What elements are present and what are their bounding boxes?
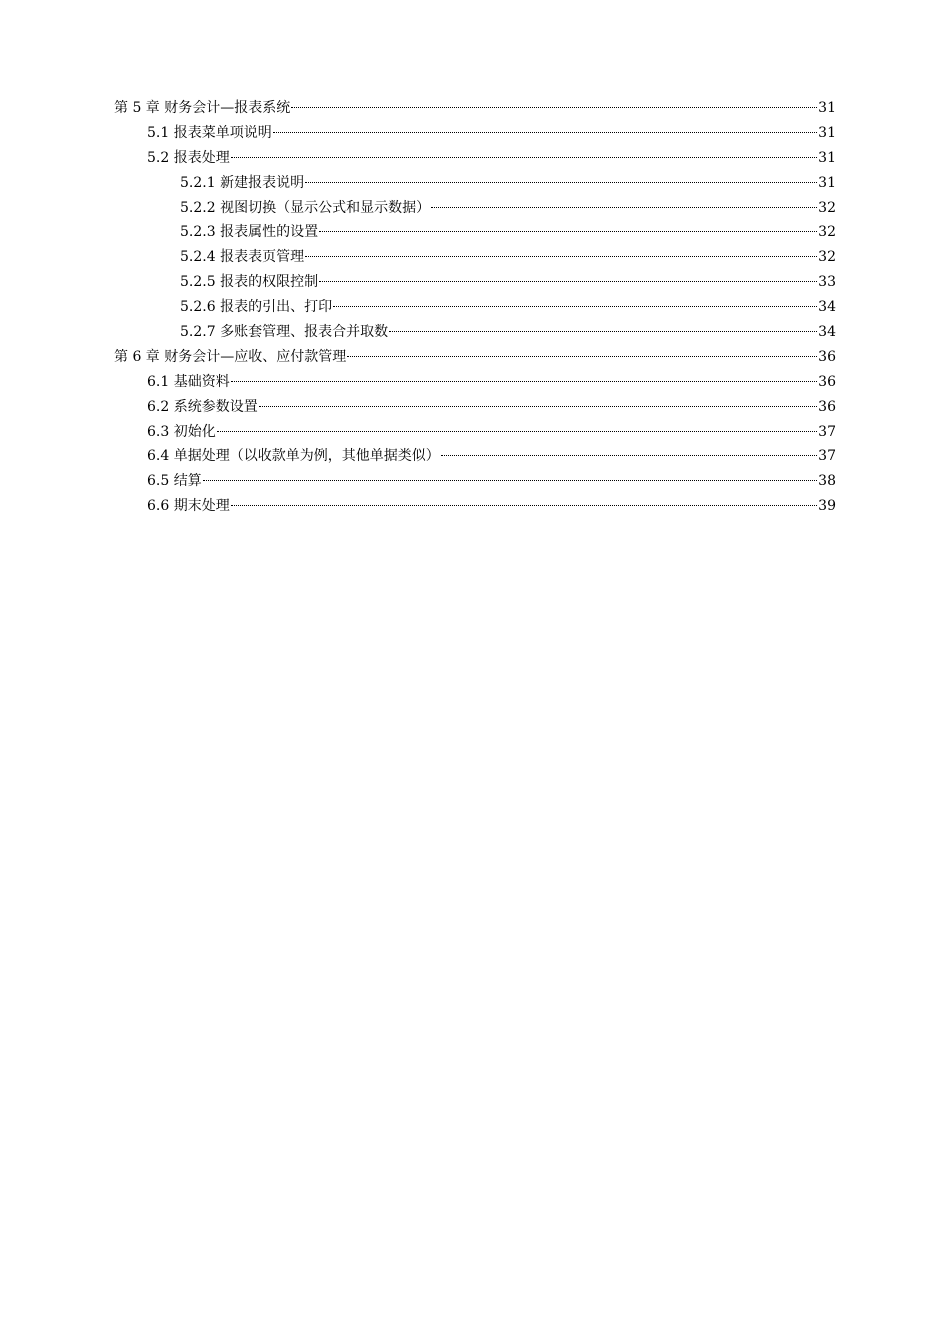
toc-dot-leader bbox=[231, 505, 817, 506]
toc-entry-5-2-3[interactable] bbox=[114, 220, 836, 245]
toc-entry-title: 5.2.3 报表属性的设置 bbox=[180, 224, 319, 241]
toc-page-number: 34 bbox=[818, 299, 836, 316]
toc-dot-leader bbox=[389, 331, 817, 332]
toc-entry-title: 6.4 单据处理（以收款单为例，其他单据类似） bbox=[147, 448, 440, 465]
toc-dot-leader bbox=[431, 207, 817, 208]
toc-page-number: 31 bbox=[818, 149, 836, 166]
toc-entry-chapter-6[interactable] bbox=[114, 345, 836, 370]
toc-entry-6-3[interactable] bbox=[114, 420, 836, 445]
toc-dot-leader bbox=[259, 406, 817, 407]
toc-entry-5-1[interactable] bbox=[114, 121, 836, 146]
toc-page-number: 36 bbox=[818, 348, 836, 365]
toc-entry-chapter-5[interactable] bbox=[114, 96, 836, 121]
toc-dot-leader bbox=[441, 455, 817, 456]
toc-entry-title: 5.2 报表处理 bbox=[147, 149, 230, 166]
toc-entry-5-2-7[interactable] bbox=[114, 320, 836, 345]
toc-dot-leader bbox=[305, 256, 817, 257]
toc-page-number: 32 bbox=[818, 224, 836, 241]
toc-dot-leader bbox=[203, 480, 817, 481]
toc-page-number: 32 bbox=[818, 249, 836, 266]
toc-page-number: 32 bbox=[818, 199, 836, 216]
toc-page-number: 31 bbox=[818, 174, 836, 191]
toc-entry-5-2[interactable] bbox=[114, 146, 836, 171]
toc-entry-title: 5.2.7 多账套管理、报表合并取数 bbox=[180, 324, 389, 341]
toc-page-number: 37 bbox=[818, 448, 836, 465]
toc-page-number: 36 bbox=[818, 373, 836, 390]
table-of-contents bbox=[114, 96, 836, 519]
toc-page-number: 39 bbox=[818, 498, 836, 515]
toc-entry-5-2-6[interactable] bbox=[114, 295, 836, 320]
toc-dot-leader bbox=[319, 281, 817, 282]
toc-entry-6-2[interactable] bbox=[114, 395, 836, 420]
toc-entry-title: 6.6 期末处理 bbox=[147, 498, 230, 515]
toc-dot-leader bbox=[231, 157, 817, 158]
toc-entry-6-6[interactable] bbox=[114, 494, 836, 519]
toc-page-number: 37 bbox=[818, 423, 836, 440]
toc-entry-title: 6.2 系统参数设置 bbox=[147, 398, 258, 415]
toc-entry-title: 5.2.2 视图切换（显示公式和显示数据） bbox=[180, 199, 431, 216]
toc-entry-title: 6.1 基础资料 bbox=[147, 373, 230, 390]
toc-entry-title: 第 5 章 财务会计—报表系统 bbox=[114, 100, 291, 116]
toc-entry-title: 5.2.5 报表的权限控制 bbox=[180, 274, 319, 291]
toc-page-number: 36 bbox=[818, 398, 836, 415]
toc-entry-title: 6.5 结算 bbox=[147, 473, 202, 490]
toc-entry-title: 第 6 章 财务会计—应收、应付款管理 bbox=[114, 348, 347, 365]
toc-entry-5-2-4[interactable] bbox=[114, 245, 836, 270]
toc-page-number: 33 bbox=[818, 274, 836, 291]
toc-entry-6-4[interactable] bbox=[114, 444, 836, 469]
toc-dot-leader bbox=[273, 132, 817, 133]
toc-page-number: 38 bbox=[818, 473, 836, 490]
toc-dot-leader bbox=[217, 431, 817, 432]
toc-entry-6-5[interactable] bbox=[114, 469, 836, 494]
toc-dot-leader bbox=[231, 381, 817, 382]
toc-entry-title: 6.3 初始化 bbox=[147, 423, 216, 440]
toc-dot-leader bbox=[305, 182, 817, 183]
toc-dot-leader bbox=[319, 231, 817, 232]
toc-entry-6-1[interactable] bbox=[114, 370, 836, 395]
toc-entry-title: 5.1 报表菜单项说明 bbox=[147, 124, 272, 141]
toc-entry-title: 5.2.1 新建报表说明 bbox=[180, 174, 305, 191]
toc-dot-leader bbox=[291, 107, 817, 108]
toc-dot-leader bbox=[347, 356, 817, 357]
toc-page-number: 34 bbox=[818, 324, 836, 341]
toc-entry-5-2-1[interactable] bbox=[114, 171, 836, 196]
toc-dot-leader bbox=[333, 306, 817, 307]
toc-page-number: 31 bbox=[818, 100, 836, 116]
toc-entry-title: 5.2.4 报表表页管理 bbox=[180, 249, 305, 266]
toc-entry-title: 5.2.6 报表的引出、打印 bbox=[180, 299, 333, 316]
toc-entry-5-2-5[interactable] bbox=[114, 270, 836, 295]
toc-entry-5-2-2[interactable] bbox=[114, 196, 836, 221]
toc-page-number: 31 bbox=[818, 124, 836, 141]
